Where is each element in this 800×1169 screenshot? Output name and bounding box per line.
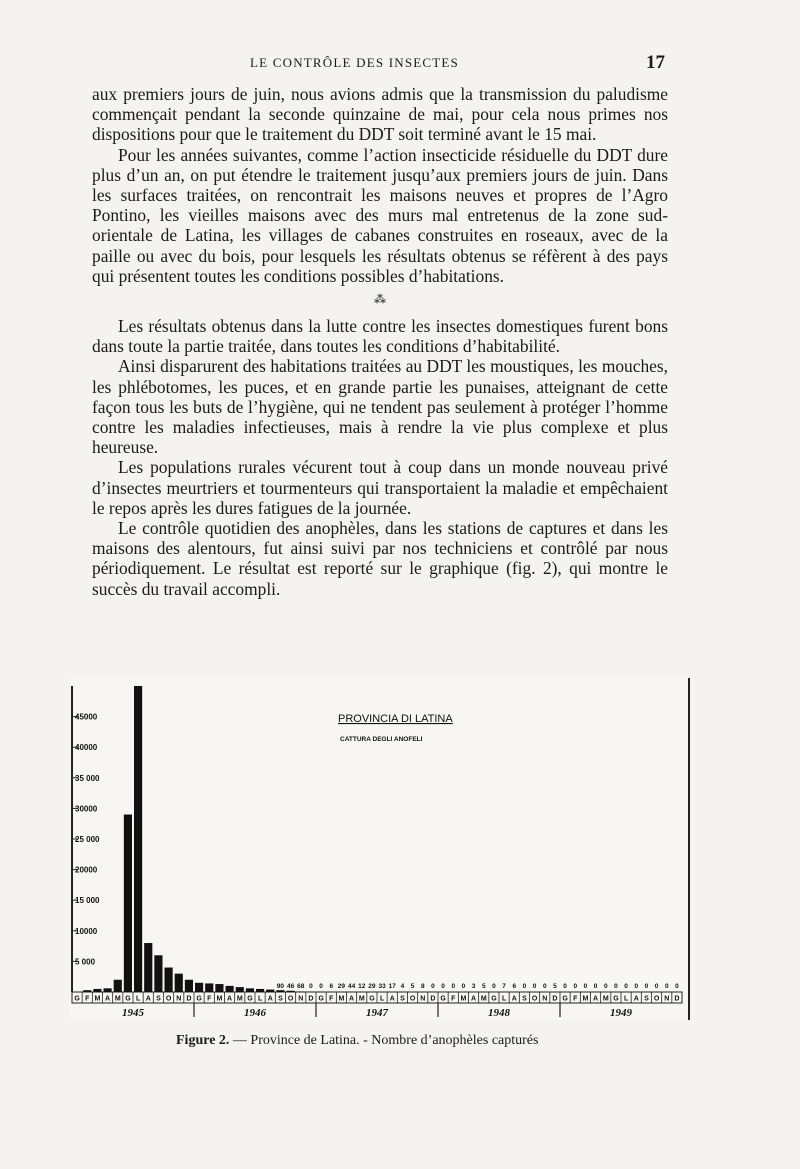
month-label: L [257,995,263,1003]
body-text [92,84,668,599]
bar [236,987,244,992]
month-label: G [196,995,202,1003]
y-tick-label: 15 000 [75,896,100,906]
year-label: 1948 [488,1007,510,1019]
paragraph: aux premiers jours de juin, nous avions admis que la transmission du paludisme commençait pendant la seconde quinzaine de mai, pour cela nous primes nos dispositions pour que le traitement du DDT soit terminé avant le 15 mai. [92,84,668,145]
data-label: 5 [553,983,557,990]
data-label: 44 [347,983,356,990]
month-label: G [247,995,253,1003]
month-label: S [644,995,649,1003]
data-label: 90 [276,983,285,990]
month-label: L [135,995,141,1003]
month-label: O [287,995,294,1003]
bar [144,943,152,992]
data-label: 0 [319,983,323,990]
data-label: 6 [329,983,334,990]
month-label: M [480,995,487,1003]
month-label [522,996,527,1003]
month-label: M [236,995,243,1003]
bar [83,990,91,992]
data-label: 5 [481,983,486,990]
month-label [471,996,476,1003]
data-label: 3 [471,983,476,990]
y-tick-label: 40000 [75,743,98,753]
month-label: G [613,995,619,1003]
data-label: 0 [634,983,639,990]
data-label: 0 [532,983,537,990]
bar [165,968,173,992]
data-label: 6 [512,983,517,990]
data-label: 46 [286,983,295,990]
month-label [460,996,466,1003]
chart-title: PROVINCIA DI LATINA [338,713,453,725]
month-label: M [216,995,223,1003]
month-label: D [308,995,314,1003]
year-label: 1947 [366,1007,388,1019]
data-label: 0 [603,983,608,990]
month-label: D [186,995,192,1003]
chart-figure [70,678,690,1020]
page-number: 17 [646,52,665,73]
bar [205,983,213,992]
month-label: M [602,995,609,1003]
data-label: 0 [522,983,527,990]
data-label: 0 [309,983,313,990]
month-label: F [573,995,578,1003]
month-label: M [94,995,101,1003]
bar [266,990,274,992]
month-label: S [522,995,527,1003]
month-label: A [471,995,477,1003]
month-label: L [501,995,507,1003]
month-label: D [552,995,558,1003]
year-label: 1945 [122,1007,144,1019]
month-label: N [176,995,182,1003]
month-label: O [531,995,538,1003]
month-label: N [298,995,304,1003]
caption-text: — Province de Latina. - Nombre d’anophèles capturés [232,1033,539,1048]
y-tick-label: 10000 [75,926,98,936]
data-label: 0 [583,983,588,990]
data-label: 0 [542,983,547,990]
section-separator: ⁂ [374,292,386,307]
month-label [532,996,538,1003]
month-label: O [653,995,660,1003]
bar [175,974,183,992]
bar [297,991,305,992]
bar [104,988,112,992]
chart-subtitle: CATTURA DEGLI ANOFELI [340,736,423,743]
data-label: 0 [431,983,435,990]
month-label [552,996,557,1003]
data-label: 17 [388,983,396,990]
data-label: 4 [400,983,405,990]
year-label: 1946 [244,1007,266,1019]
month-label: A [267,995,273,1003]
month-label: N [664,995,670,1003]
data-label: 29 [368,983,376,990]
data-label: 0 [492,983,496,990]
y-tick-label: 45000 [75,712,98,722]
month-label: G [562,995,568,1003]
y-tick-label: 35 000 [75,773,100,783]
month-label: O [165,995,172,1003]
paragraph: Les populations rurales vécurent tout à coup dans un monde nouveau privé d’insectes meurtriers et tourmenteurs qui transportaient la maladie et empêchaient le repos après les dures fatigues de la journée. [92,457,668,518]
bar [185,980,193,992]
month-label: N [542,995,548,1003]
y-tick-label: 25 000 [75,835,100,844]
month-label: A [105,995,111,1003]
data-label: 0 [441,983,445,990]
bar [246,988,254,992]
bar [124,815,132,992]
data-label: 0 [573,983,578,990]
month-label: S [278,995,283,1003]
month-label [491,996,497,1003]
data-label: 5 [410,983,415,990]
y-tick-label: 20000 [75,865,98,875]
month-label: A [145,995,151,1003]
month-label: S [156,995,161,1003]
data-label: 68 [297,983,305,990]
running-title: LE CONTRÔLE DES INSECTES [250,55,459,70]
paragraph: Pour les années suivantes, comme l’action insecticide résiduelle du DDT dure plus d’un an, on put étendre le traitement jusqu’aux premiers jours de juin. Dans les surfaces traitées, on rencontrait les maisons neuves et propres de l’Agro Pontino, les vieilles maisons avec des murs mal entretenus de la zone sud-orientale de Latina, les villages de cabanes construites en roseaux, avec de la paille ou avec du bois, pour lesquels les résultats obtenus se réfèrent à des pays qui présentent toutes les conditions possibles d’habitations. [92,144,668,286]
bar [195,983,203,992]
data-label: 0 [451,983,456,990]
month-label: D [674,995,680,1003]
data-label: 7 [502,983,506,990]
data-label: 0 [614,983,618,990]
paragraph: Le contrôle quotidien des anophèles, dans les stations de captures et dans les maisons des alentours, fut ainsi suivi par nos techniciens et contrôlé par nous périodiquement. Le résultat est reporté sur le graphique (fig. 2), qui montre le succès du travail accompli. [92,518,668,599]
data-label: 0 [654,983,659,990]
month-label [502,996,507,1003]
year-label: 1949 [610,1007,632,1019]
month-label: M [460,995,467,1003]
figure-caption [176,1033,538,1049]
bar [134,686,142,992]
month-label: G [491,995,497,1003]
data-label: 33 [378,983,386,990]
data-label: 12 [358,983,366,990]
paragraph: Les résultats obtenus dans la lutte contre les insectes domestiques furent bons dans toute la partie traitée, dans toutes les conditions d’habitabilité. [92,316,668,357]
month-label [451,996,456,1003]
data-label: 0 [461,983,466,990]
bar-chart [70,678,688,1020]
bar [114,980,122,992]
caption-label: Figure 2. [176,1033,230,1048]
data-label: 29 [337,983,346,990]
bar [154,955,162,992]
data-label: 0 [644,983,649,990]
month-label: F [85,995,90,1003]
month-label: A [593,995,599,1003]
month-label: G [440,995,446,1003]
data-label: 0 [563,983,567,990]
month-label: A [633,995,639,1003]
month-label [481,996,487,1003]
bar [256,989,264,992]
month-label: G [125,995,131,1003]
paragraph: Ainsi disparurent des habitations traitées au DDT les moustiques, les mouches, les phlébotomes, les puces, et en grande partie les punaises, atteignant de cette façon tous les buts de l’hygiène, qui ne tendent pas seulement à protéger l’homme contre les maladies infectieuses, mais à rendre la vie plus complexe et plus heureuse. [92,356,668,458]
month-label: A [227,995,233,1003]
bar [93,989,101,992]
bar [215,984,223,992]
bar [226,986,234,992]
bar [287,991,295,992]
month-label: M [114,995,121,1003]
month-label: M [582,995,589,1003]
month-label: G [74,995,80,1003]
data-label: 0 [593,983,598,990]
y-tick-label: 30000 [75,804,98,814]
month-label [512,996,517,1003]
data-label: 0 [624,983,628,990]
data-label: 0 [675,983,679,990]
y-tick-label: 5 000 [75,957,96,967]
data-label: 8 [420,983,425,990]
month-label: A [511,995,517,1003]
bar [276,990,284,992]
month-label: F [207,995,212,1003]
month-label: F [451,995,456,1003]
month-label: L [623,995,629,1003]
data-label: 0 [664,983,669,990]
month-label [542,996,547,1003]
month-label [440,996,446,1003]
